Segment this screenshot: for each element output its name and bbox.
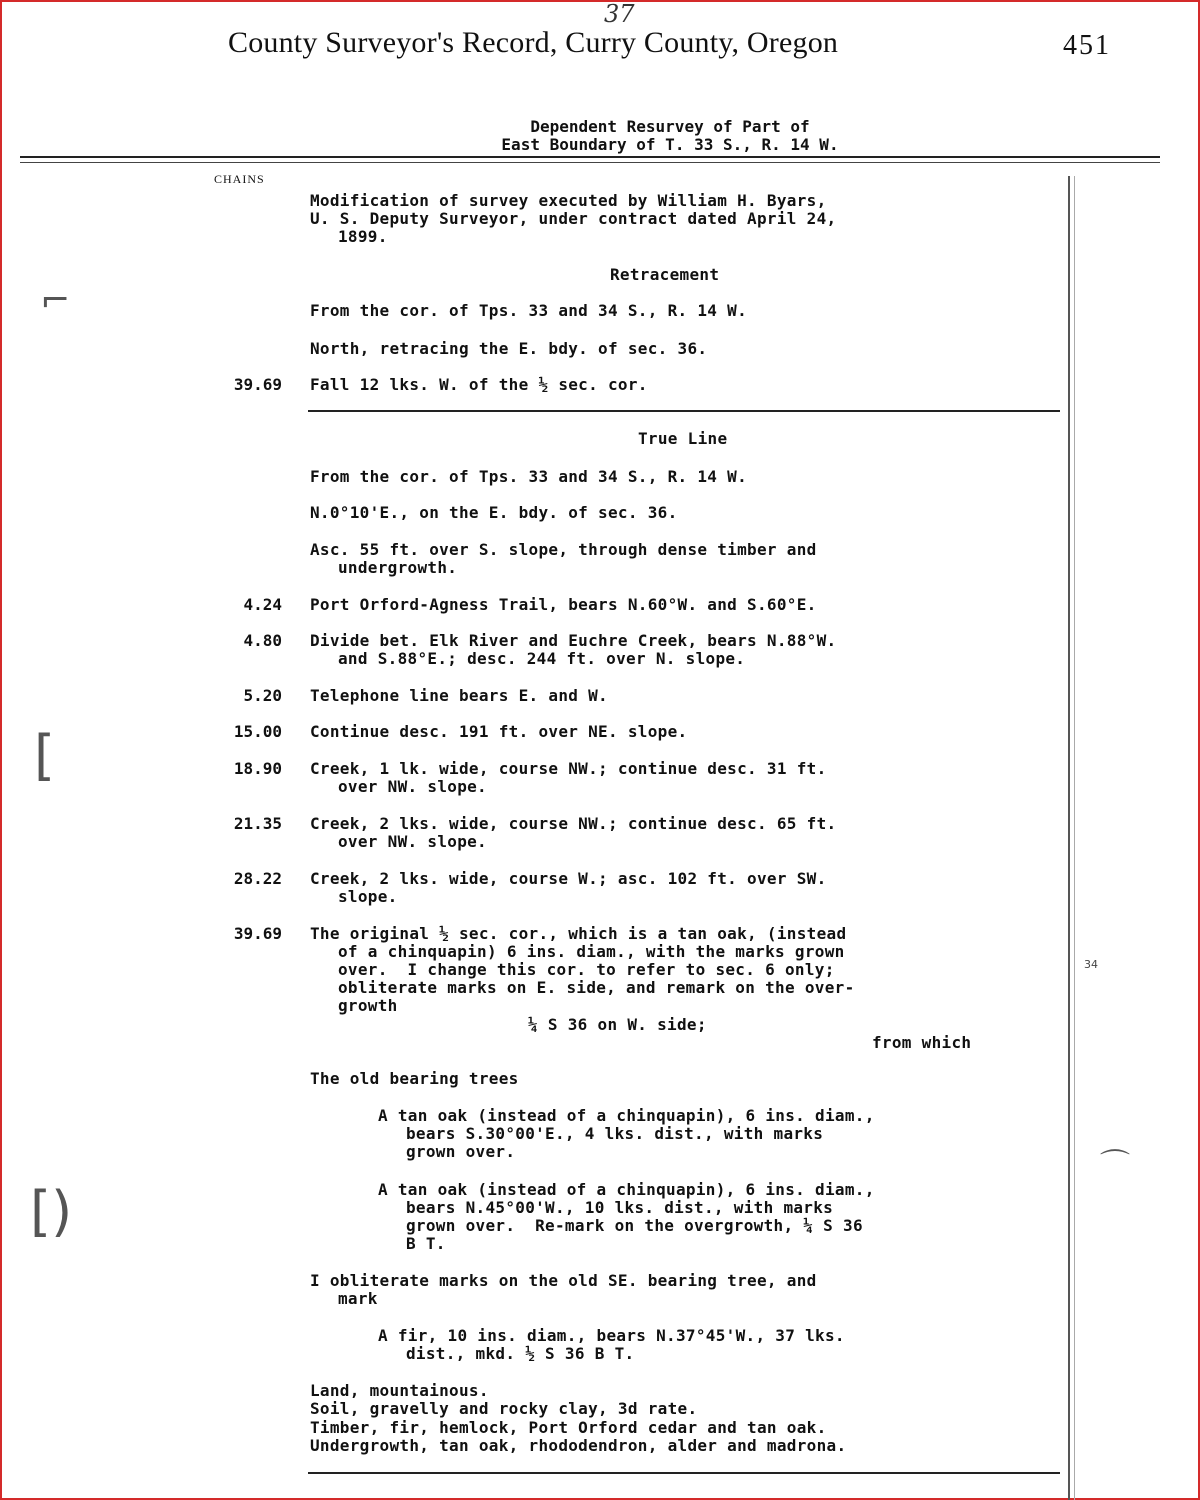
obliterate-line: mark bbox=[338, 1289, 378, 1308]
entry-line: Port Orford-Agness Trail, bears N.60°W. and S.60°E. bbox=[310, 595, 817, 614]
right-margin-line-thin bbox=[1074, 176, 1075, 1500]
subheading-line-2: East Boundary of T. 33 S., R. 14 W. bbox=[501, 135, 839, 154]
handwritten-number: 37 bbox=[604, 0, 635, 28]
entry-chains: 21.35 bbox=[233, 814, 282, 833]
entry-line: Telephone line bears E. and W. bbox=[310, 686, 608, 705]
subheading bbox=[400, 118, 940, 154]
fir-line: A fir, 10 ins. diam., bears N.37°45'W., 37 lks. bbox=[378, 1326, 845, 1345]
land-line: Soil, gravelly and rocky clay, 3d rate. bbox=[310, 1399, 698, 1418]
side-note-number: 34 bbox=[1084, 958, 1098, 971]
entry-line: Creek, 1 lk. wide, course NW.; continue desc. 31 ft. bbox=[310, 759, 827, 778]
fir-line: dist., mkd. ½ S 36 B T. bbox=[406, 1344, 635, 1363]
tree-line: B T. bbox=[406, 1234, 446, 1253]
page-header-title: County Surveyor's Record, Curry County, Oregon bbox=[228, 26, 839, 59]
true-line-line-2: N.0°10'E., on the E. bdy. of sec. 36. bbox=[310, 503, 678, 522]
corner-mark: ¼ S 36 on W. side; bbox=[528, 1015, 707, 1034]
entry-line: over NW. slope. bbox=[338, 777, 487, 796]
entry-line: over NW. slope. bbox=[338, 832, 487, 851]
entry-chains: 28.22 bbox=[233, 869, 282, 888]
margin-arrow-icon: ⌒ bbox=[1100, 1148, 1130, 1183]
entry-line: slope. bbox=[338, 887, 398, 906]
entry-chains: 15.00 bbox=[233, 722, 282, 741]
tree-line: bears N.45°00'W., 10 lks. dist., with marks bbox=[406, 1198, 834, 1217]
tree-line: A tan oak (instead of a chinquapin), 6 ins. diam., bbox=[378, 1106, 875, 1125]
entry-chains: 4.80 bbox=[243, 631, 282, 650]
entry-chains: 5.20 bbox=[243, 686, 282, 705]
tree-line: grown over. Re-mark on the overgrowth, ¼ S 36 bbox=[406, 1216, 863, 1235]
entry-line: growth bbox=[338, 996, 398, 1015]
entry-line: Divide bet. Elk River and Euchre Creek, bears N.88°W. bbox=[310, 631, 837, 650]
old-bearing-trees-heading: The old bearing trees bbox=[310, 1069, 519, 1088]
land-line: Undergrowth, tan oak, rhododendron, alder and madrona. bbox=[310, 1436, 847, 1455]
entry-line: of a chinquapin) 6 ins. diam., with the marks grown bbox=[338, 942, 845, 961]
right-margin-line bbox=[1068, 176, 1070, 1500]
intro-line-3: 1899. bbox=[338, 227, 388, 246]
header-rule-thin bbox=[20, 162, 1160, 163]
entry-chains: 39.69 bbox=[233, 924, 282, 943]
tree-line: bears S.30°00'E., 4 lks. dist., with marks bbox=[406, 1124, 824, 1143]
retracement-chains: 39.69 bbox=[233, 375, 282, 394]
intro-line-1: Modification of survey executed by William H. Byars, bbox=[310, 191, 827, 210]
entry-line: over. I change this cor. to refer to sec. 6 only; bbox=[338, 960, 835, 979]
from-which: from which bbox=[872, 1033, 972, 1052]
retracement-entry: Fall 12 lks. W. of the ½ sec. cor. bbox=[310, 375, 648, 394]
bottom-rule bbox=[308, 1472, 1060, 1474]
header-rule bbox=[20, 156, 1160, 158]
intro-line-2: U. S. Deputy Surveyor, under contract dated April 24, bbox=[310, 209, 837, 228]
binder-mark-icon: [) bbox=[30, 1180, 73, 1243]
true-line-line-3b: undergrowth. bbox=[338, 558, 458, 577]
true-line-line-1: From the cor. of Tps. 33 and 34 S., R. 14 W. bbox=[310, 467, 748, 486]
binder-mark-icon: [ bbox=[34, 724, 56, 787]
entry-chains: 18.90 bbox=[233, 759, 282, 778]
page-number: 451 bbox=[1063, 30, 1111, 61]
chains-column-label: CHAINS bbox=[214, 172, 265, 186]
section-rule bbox=[308, 410, 1060, 412]
entry-line: and S.88°E.; desc. 244 ft. over N. slope. bbox=[338, 649, 746, 668]
entry-line: Creek, 2 lks. wide, course W.; asc. 102 ft. over SW. bbox=[310, 869, 827, 888]
retracement-line-1: From the cor. of Tps. 33 and 34 S., R. 14 W. bbox=[310, 301, 748, 320]
entry-line: Creek, 2 lks. wide, course NW.; continue desc. 65 ft. bbox=[310, 814, 837, 833]
retracement-line-2: North, retracing the E. bdy. of sec. 36. bbox=[310, 339, 708, 358]
obliterate-line: I obliterate marks on the old SE. bearing tree, and bbox=[310, 1271, 817, 1290]
entry-line: The original ½ sec. cor., which is a tan oak, (instead bbox=[310, 924, 847, 943]
land-line: Timber, fir, hemlock, Port Orford cedar and tan oak. bbox=[310, 1418, 827, 1437]
retracement-heading: Retracement bbox=[610, 265, 720, 284]
entry-chains: 4.24 bbox=[243, 595, 282, 614]
true-line-line-3a: Asc. 55 ft. over S. slope, through dense timber and bbox=[310, 540, 817, 559]
tree-line: grown over. bbox=[406, 1142, 516, 1161]
binder-mark-icon: ⌐ bbox=[40, 280, 71, 321]
subheading-line-1: Dependent Resurvey of Part of bbox=[530, 117, 810, 136]
true-line-heading: True Line bbox=[638, 429, 728, 448]
entry-line: Continue desc. 191 ft. over NE. slope. bbox=[310, 722, 688, 741]
tree-line: A tan oak (instead of a chinquapin), 6 ins. diam., bbox=[378, 1180, 875, 1199]
land-line: Land, mountainous. bbox=[310, 1381, 489, 1400]
entry-line: obliterate marks on E. side, and remark on the over- bbox=[338, 978, 855, 997]
